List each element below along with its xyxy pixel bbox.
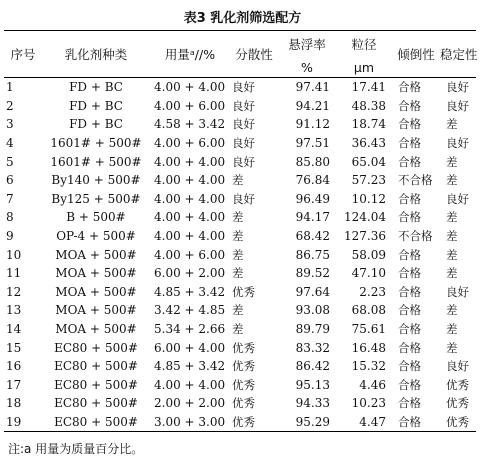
cell-particle-size: 36.43	[351, 136, 386, 151]
cell-stability: 差	[446, 340, 458, 355]
table-footnote: 注:a 用量为质量百分比。	[8, 442, 144, 456]
cell-pourability: 合格	[398, 303, 421, 318]
cell-emulsifier: EC80 + 500#	[54, 359, 138, 374]
cell-suspensibility: 86.42	[295, 359, 330, 374]
cell-particle-size: 48.38	[351, 98, 386, 113]
cell-particle-size: 57.23	[351, 173, 386, 188]
cell-dispersibility: 优秀	[232, 414, 255, 429]
cell-emulsifier: 1601# + 500#	[50, 136, 142, 151]
cell-suspensibility: 91.12	[295, 117, 330, 132]
cell-pourability: 不合格	[398, 173, 433, 188]
cell-stability: 差	[446, 210, 458, 225]
cell-stability: 良好	[446, 191, 469, 206]
cell-amount: 4.00 + 6.00	[154, 136, 226, 151]
cell-pourability: 合格	[398, 284, 421, 299]
cell-pourability: 合格	[398, 377, 421, 392]
cell-amount: 2.00 + 2.00	[154, 396, 226, 411]
cell-emulsifier: MOA + 500#	[55, 303, 137, 318]
cell-emulsifier: MOA + 500#	[55, 284, 137, 299]
cell-stability: 差	[446, 303, 458, 318]
cell-amount: 4.85 + 3.42	[154, 359, 226, 374]
cell-suspensibility: 93.08	[295, 303, 330, 318]
cell-dispersibility: 差	[232, 247, 244, 262]
cell-suspensibility: 76.84	[295, 173, 330, 188]
cell-pourability: 合格	[398, 80, 421, 95]
cell-pourability: 合格	[398, 340, 421, 355]
cell-stability: 优秀	[446, 414, 469, 429]
emulsifier-screening-table	[4, 30, 476, 432]
cell-dispersibility: 良好	[232, 80, 255, 95]
cell-stability: 优秀	[446, 396, 469, 411]
cell-dispersibility: 差	[232, 322, 244, 337]
cell-emulsifier: OP-4 + 500#	[56, 229, 136, 244]
cell-amount: 3.42 + 4.85	[154, 303, 226, 318]
cell-amount: 4.00 + 6.00	[154, 98, 226, 113]
cell-suspensibility: 97.64	[295, 284, 330, 299]
header-stability: 稳定性	[440, 31, 476, 78]
table-row	[4, 394, 476, 413]
cell-suspensibility: 94.17	[295, 210, 330, 225]
cell-dispersibility: 差	[232, 229, 244, 244]
cell-suspensibility: 68.42	[295, 229, 330, 244]
cell-pourability: 合格	[398, 98, 421, 113]
cell-no: 13	[6, 303, 22, 318]
cell-dispersibility: 差	[232, 266, 244, 281]
cell-particle-size: 68.08	[351, 303, 386, 318]
cell-dispersibility: 优秀	[232, 359, 255, 374]
header-particle-size: 粒径	[351, 37, 377, 52]
cell-particle-size: 75.61	[351, 322, 386, 337]
cell-amount: 4.00 + 4.00	[154, 173, 226, 188]
cell-pourability: 合格	[398, 414, 421, 429]
cell-suspensibility: 95.29	[295, 414, 330, 429]
cell-dispersibility: 良好	[232, 154, 255, 169]
cell-emulsifier: EC80 + 500#	[54, 340, 138, 355]
cell-pourability: 合格	[398, 359, 421, 374]
cell-emulsifier: 1601# + 500#	[50, 154, 142, 169]
cell-amount: 6.00 + 2.00	[154, 266, 226, 281]
cell-particle-size: 10.12	[351, 191, 386, 206]
cell-emulsifier: By140 + 500#	[51, 173, 141, 188]
cell-pourability: 不合格	[398, 229, 433, 244]
cell-dispersibility: 差	[232, 173, 244, 188]
cell-dispersibility: 差	[232, 210, 244, 225]
cell-stability: 良好	[446, 98, 469, 113]
table-row	[4, 78, 476, 97]
cell-no: 17	[6, 377, 22, 392]
cell-dispersibility: 良好	[232, 117, 255, 132]
cell-no: 16	[6, 359, 22, 374]
table-row	[4, 301, 476, 320]
cell-dispersibility: 良好	[232, 191, 255, 206]
cell-amount: 4.58 + 3.42	[154, 117, 226, 132]
cell-pourability: 合格	[398, 136, 421, 151]
cell-pourability: 合格	[398, 191, 421, 206]
header-pourability: 倾倒性	[392, 31, 440, 78]
cell-suspensibility: 85.80	[295, 154, 330, 169]
cell-no: 15	[6, 340, 22, 355]
table-row	[4, 208, 476, 227]
cell-stability: 良好	[446, 359, 469, 374]
cell-particle-size: 2.23	[359, 284, 386, 299]
cell-no: 11	[6, 266, 22, 281]
cell-particle-size: 124.04	[344, 210, 386, 225]
cell-suspensibility: 96.49	[295, 191, 330, 206]
cell-stability: 良好	[446, 136, 469, 151]
cell-suspensibility: 94.33	[295, 396, 330, 411]
cell-particle-size: 4.46	[359, 377, 386, 392]
cell-pourability: 合格	[398, 396, 421, 411]
header-emulsifier: 乳化剂种类	[42, 31, 150, 78]
cell-emulsifier: FD + BC	[69, 80, 123, 95]
cell-emulsifier: FD + BC	[69, 98, 123, 113]
cell-particle-size: 4.47	[359, 414, 386, 429]
cell-stability: 差	[446, 117, 458, 132]
table-row	[4, 376, 476, 395]
cell-amount: 4.85 + 3.42	[154, 284, 226, 299]
cell-amount: 4.00 + 4.00	[154, 377, 226, 392]
cell-no: 8	[6, 210, 14, 225]
cell-particle-size: 47.10	[351, 266, 386, 281]
cell-particle-size: 58.09	[351, 247, 386, 262]
cell-pourability: 合格	[398, 154, 421, 169]
cell-suspensibility: 89.52	[295, 266, 330, 281]
cell-stability: 差	[446, 322, 458, 337]
cell-suspensibility: 83.32	[295, 340, 330, 355]
table-row	[4, 283, 476, 302]
cell-amount: 3.00 + 3.00	[154, 414, 226, 429]
header-suspensibility: 悬浮率	[288, 37, 326, 52]
cell-stability: 差	[446, 173, 458, 188]
table-body	[4, 78, 476, 432]
cell-suspensibility: 86.75	[295, 247, 330, 262]
table-row	[4, 264, 476, 283]
cell-amount: 5.34 + 2.66	[154, 322, 226, 337]
cell-no: 7	[6, 191, 14, 206]
cell-particle-size: 127.36	[344, 229, 386, 244]
cell-amount: 4.00 + 4.00	[154, 210, 226, 225]
cell-no: 14	[6, 322, 22, 337]
cell-particle-size: 18.74	[351, 117, 386, 132]
cell-emulsifier: EC80 + 500#	[54, 377, 138, 392]
cell-dispersibility: 优秀	[232, 340, 255, 355]
cell-amount: 6.00 + 4.00	[154, 340, 226, 355]
cell-amount: 4.00 + 6.00	[154, 247, 226, 262]
cell-no: 2	[6, 98, 14, 113]
table-row	[4, 152, 476, 171]
cell-no: 5	[6, 154, 14, 169]
header-amount: 用量ᵃ//%	[150, 31, 230, 78]
cell-no: 10	[6, 247, 22, 262]
cell-emulsifier: EC80 + 500#	[54, 396, 138, 411]
cell-amount: 4.00 + 4.00	[154, 191, 226, 206]
cell-emulsifier: B + 500#	[66, 210, 126, 225]
cell-suspensibility: 97.51	[295, 136, 330, 151]
cell-dispersibility: 优秀	[232, 396, 255, 411]
cell-dispersibility: 差	[232, 303, 244, 318]
cell-emulsifier: MOA + 500#	[55, 266, 137, 281]
table-row	[4, 413, 476, 432]
cell-no: 19	[6, 414, 22, 429]
cell-stability: 差	[446, 247, 458, 262]
cell-no: 18	[6, 396, 22, 411]
cell-dispersibility: 优秀	[232, 377, 255, 392]
cell-particle-size: 15.32	[351, 359, 386, 374]
cell-pourability: 合格	[398, 266, 421, 281]
table-row	[4, 320, 476, 339]
cell-pourability: 合格	[398, 247, 421, 262]
header-suspensibility-unit: %	[278, 57, 336, 78]
cell-emulsifier: By125 + 500#	[51, 191, 141, 206]
header-no: 序号	[4, 31, 42, 78]
cell-particle-size: 17.41	[351, 80, 386, 95]
cell-pourability: 合格	[398, 210, 421, 225]
table-row	[4, 245, 476, 264]
cell-amount: 4.00 + 4.00	[154, 80, 226, 95]
table-row	[4, 227, 476, 246]
cell-dispersibility: 良好	[232, 98, 255, 113]
cell-stability: 差	[446, 229, 458, 244]
cell-dispersibility: 良好	[232, 136, 255, 151]
cell-no: 12	[6, 284, 22, 299]
table-row	[4, 115, 476, 134]
table-row	[4, 357, 476, 376]
cell-emulsifier: FD + BC	[69, 117, 123, 132]
cell-suspensibility: 94.21	[295, 98, 330, 113]
cell-stability: 良好	[446, 80, 469, 95]
cell-pourability: 合格	[398, 322, 421, 337]
cell-no: 4	[6, 136, 14, 151]
cell-amount: 4.00 + 4.00	[154, 154, 226, 169]
table-row	[4, 338, 476, 357]
cell-stability: 差	[446, 154, 458, 169]
cell-no: 1	[6, 80, 14, 95]
cell-particle-size: 65.04	[351, 154, 386, 169]
table-row	[4, 97, 476, 116]
cell-particle-size: 10.23	[351, 396, 386, 411]
cell-no: 6	[6, 173, 14, 188]
cell-suspensibility: 89.79	[295, 322, 330, 337]
cell-stability: 优秀	[446, 377, 469, 392]
table-row	[4, 134, 476, 153]
header-particle-size-unit: μm	[336, 57, 392, 78]
cell-suspensibility: 95.13	[295, 377, 330, 392]
table-title: 表3 乳化剂筛选配方	[183, 11, 302, 26]
cell-stability: 良好	[446, 284, 469, 299]
table-row	[4, 190, 476, 209]
cell-pourability: 合格	[398, 117, 421, 132]
cell-no: 9	[6, 229, 14, 244]
table-row	[4, 171, 476, 190]
cell-emulsifier: MOA + 500#	[55, 322, 137, 337]
header-dispersibility: 分散性	[230, 31, 278, 78]
cell-stability: 差	[446, 266, 458, 281]
cell-emulsifier: EC80 + 500#	[54, 414, 138, 429]
cell-dispersibility: 优秀	[232, 284, 255, 299]
cell-suspensibility: 97.41	[295, 80, 330, 95]
cell-amount: 4.00 + 4.00	[154, 229, 226, 244]
cell-emulsifier: MOA + 500#	[55, 247, 137, 262]
cell-no: 3	[6, 117, 14, 132]
cell-particle-size: 16.48	[351, 340, 386, 355]
